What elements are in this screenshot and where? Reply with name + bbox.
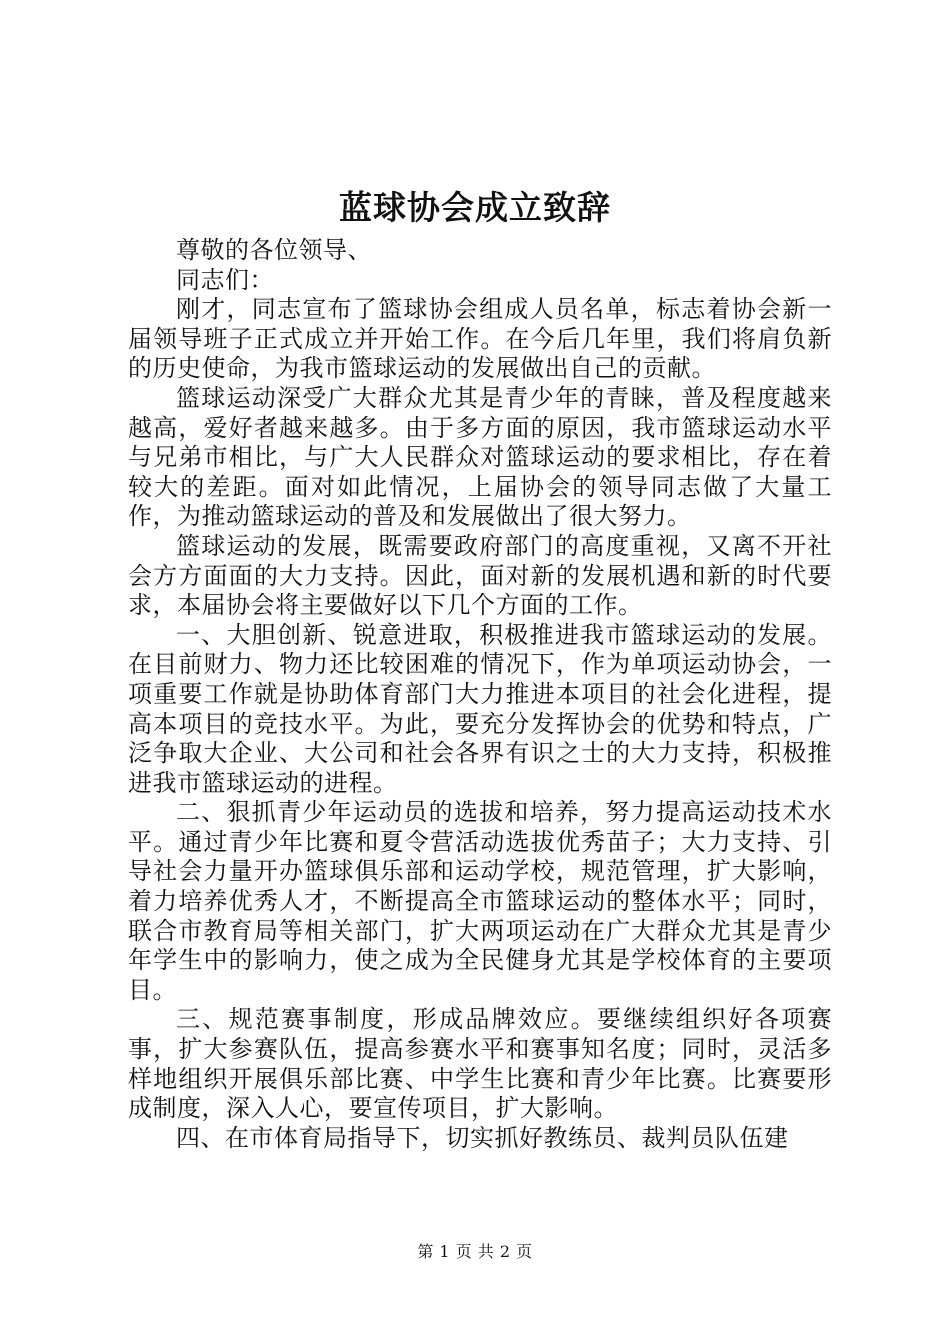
document-body <box>128 236 832 1153</box>
paragraph: 一、大胆创新、锐意进取，积极推进我市篮球运动的发展。在目前财力、物力还比较困难的情况下，作为单项运动协会，一项重要工作就是协助体育部门大力推进本项目的社会化进程，提高本项目的竞技水平。为此，要充分发挥协会的优势和特点，广泛争取大企业、大公司和社会各界有识之士的大力支持，积极推进我市篮球运动的进程。 <box>128 620 832 797</box>
salutation-line-1: 尊敬的各位领导、 <box>176 236 372 264</box>
paragraph: 篮球运动深受广大群众尤其是青少年的青睐，普及程度越来越高，爱好者越来越多。由于多方面的原因，我市篮球运动水平与兄弟市相比，与广大人民群众对篮球运动的要求相比，存在着较大的差距。面对如此情况，上届协会的领导同志做了大量工作，为推动篮球运动的普及和发展做出了很大努力。 <box>128 383 832 531</box>
paragraph: 篮球运动的发展，既需要政府部门的高度重视，又离不开社会方方面面的大力支持。因此，面对新的发展机遇和新的时代要求，本届协会将主要做好以下几个方面的工作。 <box>128 531 832 620</box>
paragraph: 二、狠抓青少年运动员的选拔和培养，努力提高运动技术水平。通过青少年比赛和夏令营活动选拔优秀苗子；大力支持、引导社会力量开办篮球俱乐部和运动学校，规范管理，扩大影响，着力培养优秀人才，不断提高全市篮球运动的整体水平；同时，联合市教育局等相关部门，扩大两项运动在广大群众尤其是青少年学生中的影响力，使之成为全民健身尤其是学校体育的主要项目。 <box>128 798 832 1004</box>
paragraph: 四、在市体育局指导下，切实抓好教练员、裁判员队伍建 <box>176 1123 789 1152</box>
paragraph: 刚才，同志宣布了篮球协会组成人员名单，标志着协会新一届领导班子正式成立并开始工作。在今后几年里，我们将肩负新的历史使命，为我市篮球运动的发展做出自己的贡献。 <box>128 295 832 383</box>
page-number-footer: 第 1 页 共 2 页 <box>417 1242 533 1261</box>
document-title: 蓝球协会成立致辞 <box>339 188 611 227</box>
paragraph: 三、规范赛事制度，形成品牌效应。要继续组织好各项赛事，扩大参赛队伍，提高参赛水平和赛事知名度；同时，灵活多样地组织开展俱乐部比赛、中学生比赛和青少年比赛。比赛要形成制度，深入人心，要宣传项目，扩大影响。 <box>128 1005 832 1123</box>
salutation-line-2: 同志们： <box>176 265 274 294</box>
